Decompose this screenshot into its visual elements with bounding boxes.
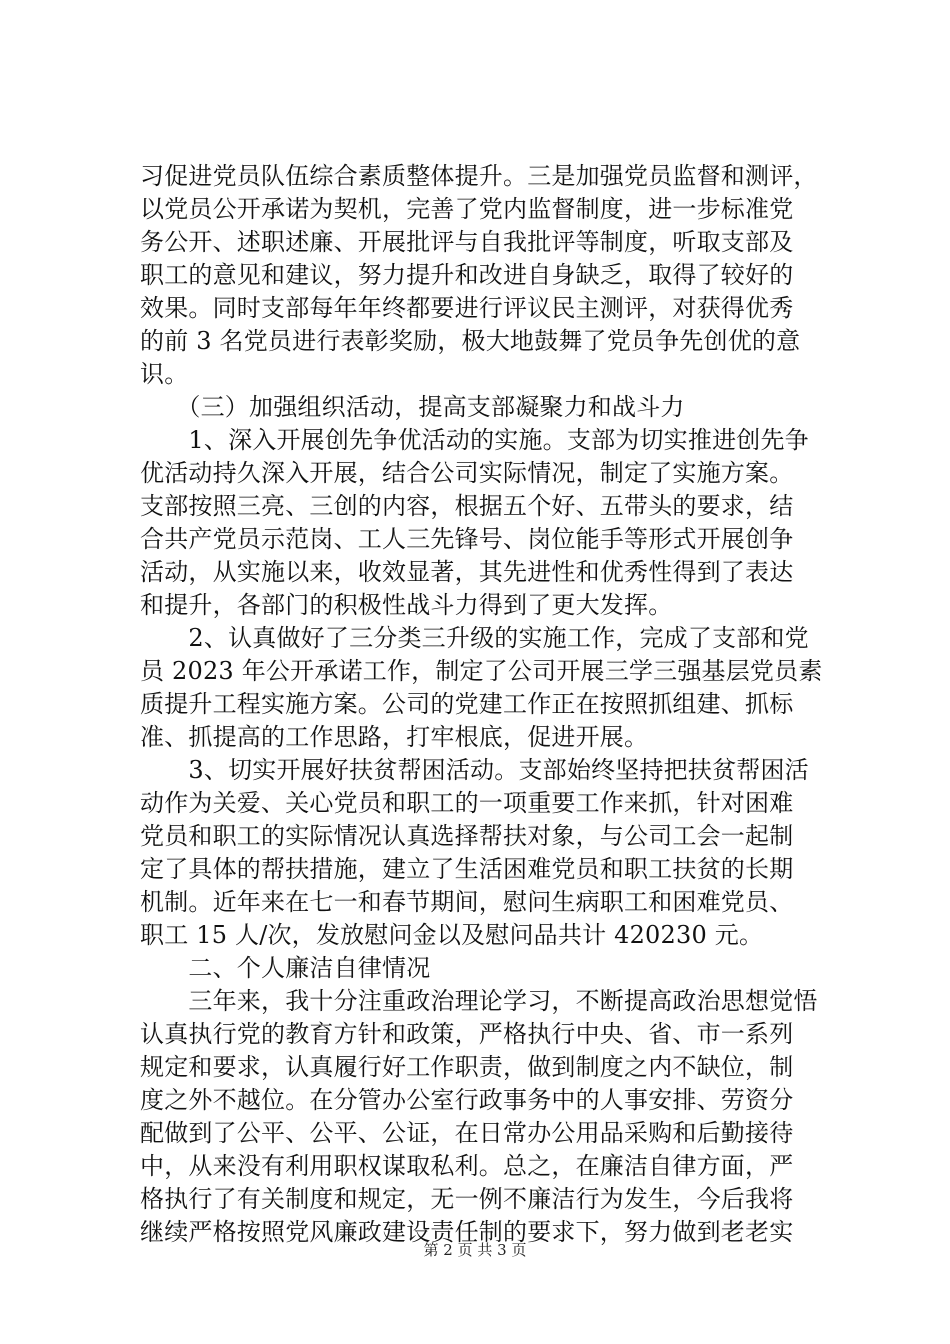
text-line: 职工的意见和建议，努力提升和改进自身缺乏，取得了较好的 xyxy=(140,261,794,289)
text-line: 配做到了公平、公平、公证，在日常办公用品采购和后勤接待 xyxy=(140,1119,794,1147)
text-line: 准、抓提高的工作思路，打牢根底，促进开展。 xyxy=(140,723,649,751)
text-line: 格执行了有关制度和规定，无一例不廉洁行为发生，今后我将 xyxy=(140,1185,794,1213)
text-line: 职工 15 人/次，发放慰问金以及慰问品共计 420230 元。 xyxy=(140,921,764,949)
text-line: 以党员公开承诺为契机，完善了党内监督制度，进一步标准党 xyxy=(140,195,794,223)
text-line: 继续严格按照党风廉政建设责任制的要求下，努力做到老老实 xyxy=(140,1218,794,1246)
text-line: 员 2023 年公开承诺工作，制定了公司开展三学三强基层党员素 xyxy=(140,657,823,685)
text-line: 三年来，我十分注重政治理论学习，不断提高政治思想觉悟 xyxy=(140,987,818,1015)
text-line: 度之外不越位。在分管办公室行政事务中的人事安排、劳资分 xyxy=(140,1086,794,1114)
page-number-footer: 第 2 页 共 3 页 xyxy=(423,1241,527,1259)
text-line: 和提升，各部门的积极性战斗力得到了更大发挥。 xyxy=(140,591,673,619)
text-line: 动作为关爱、关心党员和职工的一项重要工作来抓，针对困难 xyxy=(140,789,794,817)
text-line: 定了具体的帮扶措施，建立了生活困难党员和职工扶贫的长期 xyxy=(140,855,794,883)
text-line: 1、深入开展创先争优活动的实施。支部为切实推进创先争 xyxy=(140,426,809,454)
section-heading: （三）加强组织活动，提高支部凝聚力和战斗力 xyxy=(140,393,685,421)
text-line: 合共产党员示范岗、工人三先锋号、岗位能手等形式开展创争 xyxy=(140,525,794,553)
text-line: 务公开、述职述廉、开展批评与自我批评等制度，听取支部及 xyxy=(140,228,794,256)
text-line: 习促进党员队伍综合素质整体提升。三是加强党员监督和测评， xyxy=(140,162,818,190)
text-line: 规定和要求，认真履行好工作职责，做到制度之内不缺位，制 xyxy=(140,1053,794,1081)
text-line: 3、切实开展好扶贫帮困活动。支部始终坚持把扶贫帮困活 xyxy=(140,756,809,784)
body-text xyxy=(140,160,852,1249)
text-line: 质提升工程实施方案。公司的党建工作正在按照抓组建、抓标 xyxy=(140,690,794,718)
text-line: 中，从来没有利用职权谋取私利。总之，在廉洁自律方面，严 xyxy=(140,1152,794,1180)
text-line: 党员和职工的实际情况认真选择帮扶对象，与公司工会一起制 xyxy=(140,822,794,850)
text-line: 2、认真做好了三分类三升级的实施工作，完成了支部和党 xyxy=(140,624,809,652)
text-line: 支部按照三亮、三创的内容，根据五个好、五带头的要求，结 xyxy=(140,492,794,520)
text-line: 优活动持久深入开展，结合公司实际情况，制定了实施方案。 xyxy=(140,459,794,487)
text-line: 的前 3 名党员进行表彰奖励，极大地鼓舞了党员争先创优的意 xyxy=(140,327,801,355)
text-line: 认真执行党的教育方针和政策，严格执行中央、省、市一系列 xyxy=(140,1020,794,1048)
text-line: 机制。近年来在七一和春节期间，慰问生病职工和困难党员、 xyxy=(140,888,794,916)
section-heading: 二、个人廉洁自律情况 xyxy=(140,954,431,982)
text-line: 活动，从实施以来，收效显著，其先进性和优秀性得到了表达 xyxy=(140,558,794,586)
text-line: 识。 xyxy=(140,360,189,388)
text-line: 效果。同时支部每年年终都要进行评议民主测评，对获得优秀 xyxy=(140,294,794,322)
